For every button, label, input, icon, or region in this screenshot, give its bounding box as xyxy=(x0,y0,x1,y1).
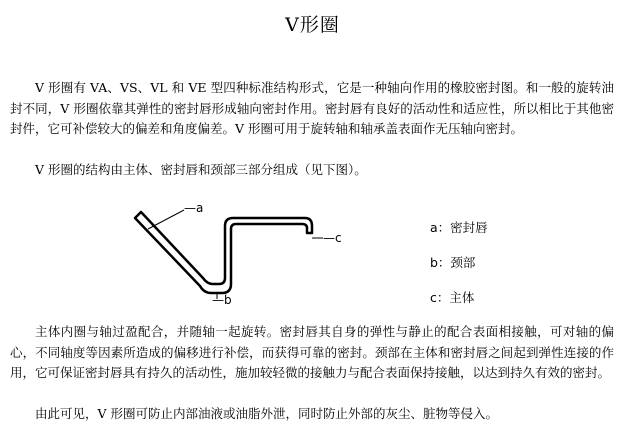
paragraph-conclusion: 由此可见，V 形圈可防止内部油液或油脂外泄，同时防止外部的灰尘、脏物等侵入。 xyxy=(35,406,499,421)
diagram-label-b: —b xyxy=(212,293,232,306)
paragraph-structure: V 形圈的结构由主体、密封唇和颈部三部分组成（见下图）。 xyxy=(35,162,367,177)
v-ring-cross-section-diagram xyxy=(120,196,360,306)
diagram-label-c: —c xyxy=(323,231,342,245)
paragraph-intro: V 形圈有 VA、VS、VL 和 VE 型四种标准结构形式，它是一种轴向作用的橡胶密封图。和一般的旋转油封不同，V 形圈依靠其弹性的密封唇形成轴向密封作用。密封唇有良好的活动性和适应性，所以相比于其他密封件，它可补偿较大的偏差和角度偏差。V 形圈可用于旋转轴和轴承盖表面作无压轴向密封。 xyxy=(10,80,614,136)
paragraph-function: 主体内圈与轴过盈配合，并随轴一起旋转。密封唇其自身的弹性与静止的配合表面相接触，可对轴的偏心，不同轴度等因素所造成的偏移进行补偿，而获得可靠的密封。颈部在主体和密封唇之间起到弹性连接的作用，它可保证密封唇具有持久的活动性，施加较轻微的接触力与配合表面保持接触，以达到持久有效的密封。 xyxy=(10,324,614,380)
page-title: V形圈 xyxy=(285,14,340,36)
legend-item-b: b：颈部 xyxy=(430,255,476,270)
leader-line-a xyxy=(148,210,184,229)
v-ring-outline xyxy=(135,212,312,293)
legend-item-a: a：密封唇 xyxy=(430,220,488,235)
diagram-label-a: —a xyxy=(184,201,204,215)
legend-item-c: c：主体 xyxy=(430,290,475,305)
